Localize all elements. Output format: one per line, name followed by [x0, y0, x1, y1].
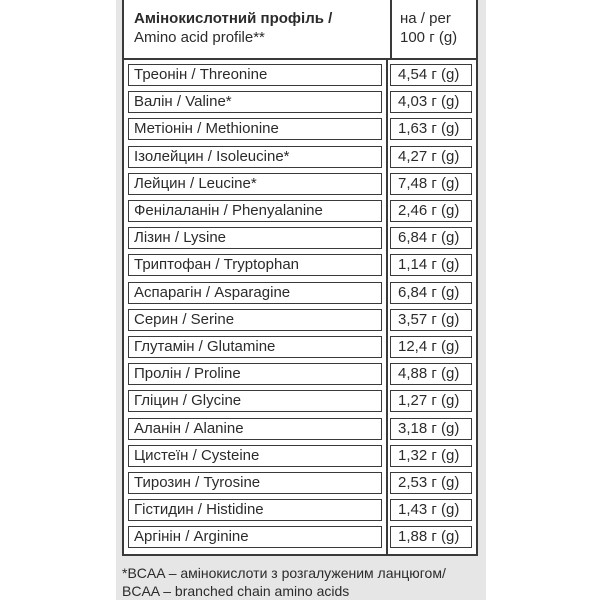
table-row	[124, 390, 476, 412]
amino-acid-name: Гістидин / Histidine	[128, 499, 382, 521]
amino-acid-name: Триптофан / Tryptophan	[128, 254, 382, 276]
table-row	[124, 200, 476, 222]
amino-acid-name: Пролін / Proline	[128, 363, 382, 385]
table-row	[124, 146, 476, 168]
table-row	[124, 309, 476, 331]
table-row	[124, 254, 476, 276]
amino-acid-value: 7,48 г (g)	[390, 173, 472, 195]
table-row	[124, 526, 476, 548]
amino-acid-name: Серин / Serine	[128, 309, 382, 331]
table-row	[124, 363, 476, 385]
amino-acid-table	[122, 0, 478, 556]
amino-acid-name: Фенілаланін / Phenyalanine	[128, 200, 382, 222]
amino-acid-name: Валін / Valine*	[128, 91, 382, 113]
table-row	[124, 91, 476, 113]
table-row	[124, 418, 476, 440]
table-row	[124, 227, 476, 249]
amino-acid-value: 6,84 г (g)	[390, 227, 472, 249]
footnote-line2: BCAA – branched chain amino acids	[122, 583, 350, 599]
amino-acid-name: Аргінін / Arginine	[128, 526, 382, 548]
amino-acid-name: Треонін / Threonine	[128, 64, 382, 86]
table-row	[124, 472, 476, 494]
amino-acid-value: 4,54 г (g)	[390, 64, 472, 86]
footnote	[122, 564, 482, 600]
amino-acid-value: 2,53 г (g)	[390, 472, 472, 494]
amino-acid-value: 1,14 г (g)	[390, 254, 472, 276]
amino-acid-value: 12,4 г (g)	[390, 336, 472, 358]
header-divider	[124, 58, 476, 60]
amino-acid-value: 1,43 г (g)	[390, 499, 472, 521]
header-value-line1: на / per	[400, 10, 451, 27]
table-row	[124, 282, 476, 304]
amino-acid-name: Метіонін / Methionine	[128, 118, 382, 140]
amino-acid-value: 4,03 г (g)	[390, 91, 472, 113]
table-row	[124, 499, 476, 521]
amino-acid-value: 1,88 г (g)	[390, 526, 472, 548]
table-header	[124, 0, 476, 58]
amino-acid-value: 2,46 г (g)	[390, 200, 472, 222]
amino-acid-name: Аспарагін / Asparagine	[128, 282, 382, 304]
table-row	[124, 64, 476, 86]
amino-acid-name: Цистеїн / Cysteine	[128, 445, 382, 467]
amino-acid-name: Аланін / Alanine	[128, 418, 382, 440]
table-row	[124, 173, 476, 195]
table-row	[124, 445, 476, 467]
amino-acid-name: Глутамін / Glutamine	[128, 336, 382, 358]
header-name-line2: Amino acid profile**	[134, 29, 265, 46]
header-value-cell	[390, 0, 476, 58]
amino-acid-value: 1,63 г (g)	[390, 118, 472, 140]
footnote-line1: *BCAA – амінокислоти з розгалуженим ланцюгом/	[122, 565, 446, 581]
amino-acid-name: Лізин / Lysine	[128, 227, 382, 249]
amino-acid-value: 3,18 г (g)	[390, 418, 472, 440]
table-row	[124, 118, 476, 140]
amino-acid-value: 1,32 г (g)	[390, 445, 472, 467]
header-name-cell	[124, 0, 388, 58]
amino-acid-value: 6,84 г (g)	[390, 282, 472, 304]
amino-acid-value: 3,57 г (g)	[390, 309, 472, 331]
amino-acid-value: 1,27 г (g)	[390, 390, 472, 412]
header-value-line2: 100 г (g)	[400, 29, 458, 46]
amino-acid-name: Гліцин / Glycine	[128, 390, 382, 412]
amino-acid-name: Ізолейцин / Isoleucine*	[128, 146, 382, 168]
header-name-line1: Амінокислотний профіль /	[134, 10, 333, 27]
table-row	[124, 336, 476, 358]
amino-acid-name: Тирозин / Tyrosine	[128, 472, 382, 494]
amino-acid-name: Лейцин / Leucine*	[128, 173, 382, 195]
amino-acid-value: 4,88 г (g)	[390, 363, 472, 385]
amino-acid-value: 4,27 г (g)	[390, 146, 472, 168]
